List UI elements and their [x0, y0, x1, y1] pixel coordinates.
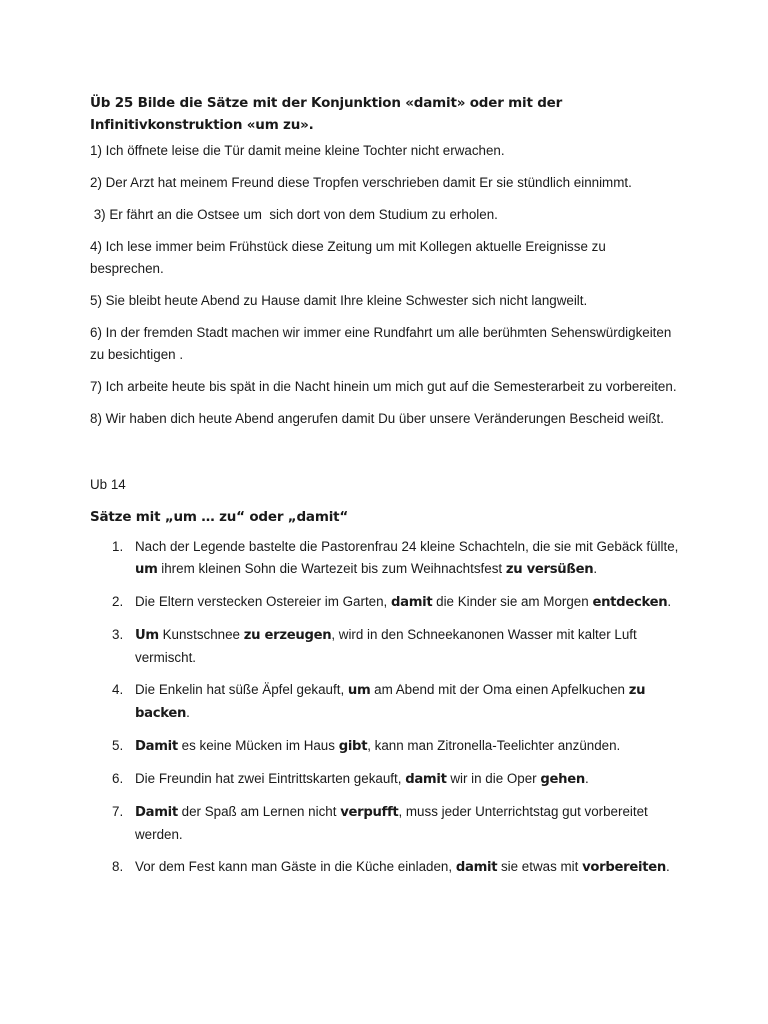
exercise-sentences — [90, 140, 680, 430]
bold-text: entdecken — [592, 595, 668, 610]
text-segment: sie etwas mit — [497, 859, 583, 874]
text-segment: Vor dem Fest kann man Gäste in die Küche einladen, — [135, 859, 456, 874]
sentence: 8) Wir haben dich heute Abend angerufen damit Du über unsere Veränderungen Bescheid weißt. — [90, 411, 664, 426]
text-segment: , muss jeder Unterrichtstag gut vorbereitet werden. — [135, 804, 648, 842]
blank-line — [90, 440, 680, 474]
list-item — [90, 856, 680, 879]
sentence: 1) Ich öffnete leise die Tür damit meine kleine Tochter nicht erwachen. — [90, 143, 505, 158]
bold-text: verpufft — [340, 805, 399, 820]
text-segment: ihrem kleinen Sohn die Wartezeit bis zum Weihnachtsfest — [157, 561, 506, 576]
bold-text: gehen — [540, 772, 585, 787]
text-segment: . — [665, 859, 670, 874]
text-segment: . — [667, 594, 672, 609]
sentence: 2) Der Arzt hat meinem Freund diese Tropfen verschrieben damit Er sie stündlich einnimmt. — [90, 175, 632, 190]
text-segment: die Kinder sie am Morgen — [432, 594, 593, 609]
list-number: 3. — [112, 627, 124, 642]
bold-text: zu erzeugen — [243, 628, 332, 643]
text-segment: . — [584, 771, 589, 786]
list-number: 8. — [112, 859, 124, 874]
sentence: 5) Sie bleibt heute Abend zu Hause damit Ihre kleine Schwester sich nicht langweilt. — [90, 293, 588, 308]
list-item — [90, 536, 680, 581]
bold-text: um — [347, 683, 371, 698]
list-item — [90, 801, 680, 846]
sentence: 4) Ich lese immer beim Frühstück diese Zeitung um mit Kollegen aktuelle Ereignisse zu besprechen. — [90, 239, 606, 276]
text-segment: , kann man Zitronella-Teelichter anzünden. — [367, 738, 621, 753]
text-segment: wir in die Oper — [446, 771, 541, 786]
bold-text: Damit — [135, 805, 178, 820]
text-segment: . — [186, 705, 190, 720]
text-segment: Kunstschnee — [158, 627, 244, 642]
numbered-list — [90, 536, 680, 879]
exercise-subtitle: Sätze mit „um … zu“ oder „damit“ — [90, 509, 349, 525]
bold-text: um — [135, 562, 158, 577]
list-item — [90, 735, 680, 758]
text-segment: am Abend mit der Oma einen Apfelkuchen — [370, 682, 629, 697]
bold-text: Damit — [135, 739, 178, 754]
list-number: 6. — [112, 771, 124, 786]
list-item — [90, 679, 680, 725]
sentence: 6) In der fremden Stadt machen wir immer eine Rundfahrt um alle berühmten Sehenswürdigkeiten zu besichtigen . — [90, 325, 672, 362]
bold-text: zu backen — [135, 683, 646, 721]
text-segment: Nach der Legende bastelte die Pastorenfrau 24 kleine Schachteln, die sie mit Gebäck füllte, — [135, 539, 679, 554]
text-segment: Die Eltern verstecken Ostereier im Garten, — [135, 594, 391, 609]
bold-text: Um — [135, 628, 159, 643]
sentence: 3) Er fährt an die Ostsee um sich dort von dem Studium zu erholen. — [90, 207, 498, 222]
bold-text: damit — [391, 595, 433, 610]
list-number: 7. — [112, 804, 124, 819]
list-item — [90, 768, 680, 791]
bold-text: gibt — [338, 739, 368, 754]
text-segment: . — [593, 561, 598, 576]
bold-text: damit — [405, 772, 447, 787]
bold-text: vorbereiten — [582, 860, 666, 875]
sentence: 7) Ich arbeite heute bis spät in die Nacht hinein um mich gut auf die Semesterarbeit zu vorbereiten. — [90, 379, 677, 394]
document-page — [90, 92, 680, 889]
text-segment: Die Freundin hat zwei Eintrittskarten gekauft, — [135, 771, 406, 786]
text-segment: der Spaß am Lernen nicht — [177, 804, 341, 819]
text-segment: es keine Mücken im Haus — [177, 738, 339, 753]
list-item — [90, 624, 680, 669]
text-segment: , wird in den Schneekanonen Wasser mit kalter Luft vermischt. — [135, 627, 637, 665]
text-segment: Die Enkelin hat süße Äpfel gekauft, — [135, 682, 348, 697]
bold-text: damit — [455, 860, 498, 875]
exercise-title: Üb 25 Bilde die Sätze mit der Konjunktion «damit» oder mit der Infinitivkonstruktion «um zu». — [90, 95, 563, 133]
list-number: 2. — [112, 594, 124, 609]
list-number: 1. — [112, 539, 124, 554]
exercise-label: Ub 14 — [90, 477, 126, 492]
list-number: 4. — [112, 682, 124, 697]
list-item — [90, 591, 680, 614]
list-number: 5. — [112, 738, 124, 753]
bold-text: zu versüßen — [505, 562, 594, 577]
